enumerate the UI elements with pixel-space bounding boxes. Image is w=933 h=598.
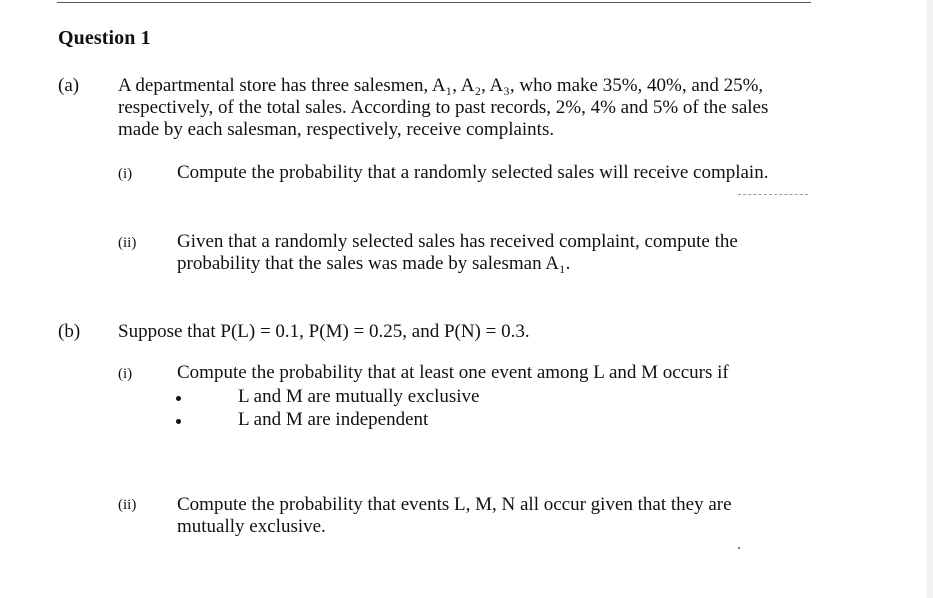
part-a-line-2: respectively, of the total sales. According to past records, 2%, 4% and 5% of the sales <box>118 97 769 118</box>
bullet-item-1: L and M are mutually exclusive <box>238 386 480 407</box>
part-b-ii-line-2: mutually exclusive. <box>177 516 326 537</box>
part-b-ii-line-1: Compute the probability that events L, M, N all occur given that they are <box>177 494 732 515</box>
bullet-item-2: L and M are independent <box>238 409 429 430</box>
bullet-dot <box>176 396 181 401</box>
part-a-line-1: A departmental store has three salesmen, A₁, A₂, A₃, who make 35%, 40%, and 25%, <box>118 75 764 96</box>
part-a-i-label: (i) <box>118 166 133 182</box>
part-b-label: (b) <box>58 321 81 342</box>
part-b-text: Suppose that P(L) = 0.1, P(M) = 0.25, and P(N) = 0.3. <box>118 321 530 342</box>
part-a-label: (a) <box>58 75 80 96</box>
part-a-line-3: made by each salesman, respectively, receive complaints. <box>118 119 555 140</box>
bullet-dot <box>176 419 181 424</box>
part-b-i-text: Compute the probability that at least one event among L and M occurs if <box>177 362 729 383</box>
page-edge <box>927 0 933 598</box>
part-b-i-label: (i) <box>118 366 133 382</box>
part-b-ii-text <box>177 494 810 538</box>
part-a-ii-label: (ii) <box>118 235 137 251</box>
part-b-ii-label: (ii) <box>118 497 137 513</box>
scan-speck <box>738 194 808 195</box>
part-a-ii-line-1: Given that a randomly selected sales has received complaint, compute the <box>177 231 738 252</box>
part-a-ii-line-2: probability that the sales was made by salesman A₁. <box>177 253 571 274</box>
question-title: Question 1 <box>58 27 151 49</box>
part-a-i-text: Compute the probability that a randomly selected sales will receive complain. <box>177 162 769 183</box>
part-a-text <box>118 75 810 141</box>
top-rule <box>57 2 811 3</box>
scan-speck <box>738 547 740 549</box>
part-a-ii-text <box>177 231 810 275</box>
